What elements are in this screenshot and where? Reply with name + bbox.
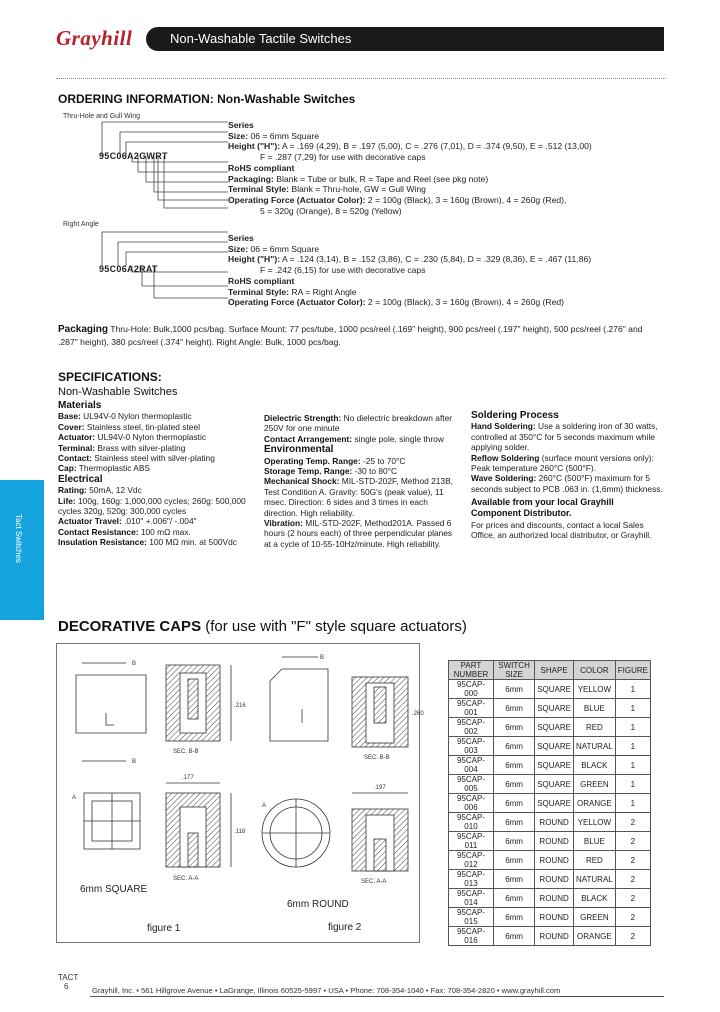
table-cell: ORANGE xyxy=(574,927,616,946)
spec-key: Size: xyxy=(228,243,249,254)
table-row xyxy=(449,813,651,832)
spec-value: No dielectric breakdown after 250V for one minute xyxy=(264,413,453,434)
table-cell: 1 xyxy=(615,756,650,775)
soldering-list xyxy=(471,421,665,494)
spec-key: Contact Arrangement: xyxy=(264,433,353,444)
fig2-caption: figure 2 xyxy=(328,922,362,933)
fig2-label: 6mm ROUND xyxy=(287,899,349,910)
spec-line xyxy=(264,434,460,444)
materials-list xyxy=(58,411,258,473)
spec-line xyxy=(228,174,592,185)
table-cell: SQUARE xyxy=(535,737,574,756)
fig1-sec-bb: SEC. B-B xyxy=(173,749,199,755)
table-cell: 2 xyxy=(615,927,650,946)
table-row xyxy=(449,870,651,889)
table-cell: 1 xyxy=(615,680,650,699)
packaging-label: Packaging xyxy=(58,324,109,335)
table-cell: NATURAL xyxy=(574,737,616,756)
spec-value: 50mA, 12 Vdc xyxy=(86,485,142,496)
spec-line xyxy=(228,163,592,174)
page-title: Non-Washable Tactile Switches xyxy=(170,31,352,46)
thru-hole-label: Thru-Hole and Gull Wing xyxy=(63,113,141,120)
spec-line xyxy=(228,287,591,298)
spec-line xyxy=(264,456,460,466)
spec-value: -25 to 70°C xyxy=(360,455,406,466)
spec-value: RA = Right Angle xyxy=(288,286,357,297)
spec-line xyxy=(264,476,460,518)
spec-line xyxy=(471,453,665,474)
spec-key: Actuator Travel: xyxy=(58,516,122,527)
table-cell: 6mm xyxy=(493,870,534,889)
spec-value: 100 MΩ min. at 500Vdc xyxy=(146,537,237,548)
fig2-dim-a: A xyxy=(262,803,267,809)
spec-value: 5 = 320g (Orange), 8 = 520g (Yellow) xyxy=(260,205,402,216)
spec-line xyxy=(58,463,258,473)
right-angle-label: Right Angle xyxy=(63,221,99,228)
table-row xyxy=(449,832,651,851)
electrical-title: Electrical xyxy=(58,473,103,485)
spec-key: Terminal Style: xyxy=(228,286,289,297)
spec-key: Series xyxy=(228,233,254,243)
table-cell: RED xyxy=(574,851,616,870)
spec-key: Wave Soldering: xyxy=(471,473,537,484)
packaging-note xyxy=(58,323,664,348)
table-cell: 6mm xyxy=(493,775,534,794)
spec-key: Life: xyxy=(58,495,76,506)
fig2-sec-aa: SEC. A-A xyxy=(361,879,387,885)
table-row xyxy=(449,756,651,775)
table-cell: 1 xyxy=(615,718,650,737)
table-cell: 6mm xyxy=(493,680,534,699)
table-row xyxy=(449,927,651,946)
spec-value: Brass with silver-plating xyxy=(95,442,186,453)
table-cell: 95CAP-000 xyxy=(449,680,494,699)
table-cell: 2 xyxy=(615,908,650,927)
table-cell: BLUE xyxy=(574,699,616,718)
table-cell: 95CAP-012 xyxy=(449,851,494,870)
spec-line xyxy=(228,152,592,163)
spec-value: 100 mΩ max. xyxy=(138,526,191,537)
spec-col-1 xyxy=(58,401,258,548)
table-cell: BLACK xyxy=(574,889,616,908)
table-cell: 95CAP-013 xyxy=(449,870,494,889)
table-row xyxy=(449,737,651,756)
table-cell: 1 xyxy=(615,699,650,718)
spec-line xyxy=(58,432,258,442)
table-cell: 2 xyxy=(615,870,650,889)
table-cell: SQUARE xyxy=(535,718,574,737)
footer-text: Grayhill, Inc. • 561 Hillgrove Avenue • LaGrange, Illinois 60525-5997 • USA • Phone: 708-354-1040 • Fax: 708-354-2820 • www.grayhill.com xyxy=(92,986,561,995)
table-cell: GREEN xyxy=(574,908,616,927)
table-cell: 95CAP-016 xyxy=(449,927,494,946)
side-tab-label: Tact Switches xyxy=(14,514,23,563)
table-cell: 6mm xyxy=(493,737,534,756)
thru-options xyxy=(228,120,592,216)
spec-key: Vibration: xyxy=(264,518,303,529)
spec-value: Blank = Tube or bulk, R = Tape and Reel (see pkg note) xyxy=(273,173,489,184)
table-cell: ROUND xyxy=(535,813,574,832)
divider xyxy=(56,78,666,79)
thru-part-bracket xyxy=(60,118,240,222)
spec-key: Actuator: xyxy=(58,432,96,443)
environmental-list xyxy=(264,456,460,550)
fig2-dim-b: B xyxy=(320,655,325,661)
spec-key: Mechanical Shock: xyxy=(264,476,340,487)
spec-key: Operating Force (Actuator Color): xyxy=(228,297,366,308)
fig1-dim-2: .216 xyxy=(234,703,246,709)
table-row xyxy=(449,699,651,718)
table-cell: 95CAP-002 xyxy=(449,718,494,737)
spec-line xyxy=(228,233,591,244)
table-cell: 6mm xyxy=(493,699,534,718)
table-cell: 1 xyxy=(615,794,650,813)
table-cell: 95CAP-010 xyxy=(449,813,494,832)
spec-key: Terminal Style: xyxy=(228,184,289,195)
spec-line xyxy=(228,131,592,142)
fig1-dim-1: .177 xyxy=(182,775,194,781)
footer-section xyxy=(58,973,78,991)
spec-line xyxy=(58,496,258,517)
spec-value: A = .124 (3,14), B = .152 (3,86), C = .230 (5,84), D = .329 (8,36), E = .467 (11,86) xyxy=(280,254,592,265)
spec-key: Operating Temp. Range: xyxy=(264,455,361,466)
caps-col-header: FIGURE xyxy=(615,661,650,680)
caps-heading-bold: DECORATIVE CAPS xyxy=(58,618,202,635)
spec-key: Series xyxy=(228,120,254,130)
spec-value: Stainless steel with silver-plating xyxy=(91,453,215,464)
table-cell: SQUARE xyxy=(535,680,574,699)
spec-line xyxy=(228,244,591,255)
table-cell: 95CAP-005 xyxy=(449,775,494,794)
cap-drawings xyxy=(56,643,424,943)
section-label: TACT xyxy=(58,973,79,982)
fig1-caption: figure 1 xyxy=(147,923,181,934)
spec-line xyxy=(58,422,258,432)
spec-col-3 xyxy=(471,411,665,541)
table-cell: SQUARE xyxy=(535,794,574,813)
table-cell: 2 xyxy=(615,832,650,851)
spec-key: RoHS compliant xyxy=(228,162,295,173)
table-cell: 6mm xyxy=(493,889,534,908)
caps-table xyxy=(448,660,651,946)
spec-line xyxy=(58,485,258,495)
table-cell: ROUND xyxy=(535,927,574,946)
spec-line xyxy=(228,206,592,217)
caps-heading xyxy=(58,618,467,635)
table-cell: ROUND xyxy=(535,889,574,908)
table-cell: 95CAP-006 xyxy=(449,794,494,813)
spec-line xyxy=(228,254,591,265)
spec-key: Size: xyxy=(228,130,249,141)
table-cell: RED xyxy=(574,718,616,737)
table-row xyxy=(449,718,651,737)
spec-line xyxy=(228,195,592,206)
table-cell: YELLOW xyxy=(574,680,616,699)
spec-key: Cover: xyxy=(58,421,85,432)
spec-key: Contact: xyxy=(58,453,92,464)
table-cell: GREEN xyxy=(574,775,616,794)
spec-key: Operating Force (Actuator Color): xyxy=(228,194,366,205)
spec-value: .010" +.006"/ -.004" xyxy=(121,516,197,527)
table-cell: NATURAL xyxy=(574,870,616,889)
table-cell: 95CAP-015 xyxy=(449,908,494,927)
spec-key: Hand Soldering: xyxy=(471,421,536,432)
packaging-text: Thru-Hole: Bulk,1000 pcs/bag. Surface Mount: 77 pcs/tube, 1000 pcs/reel (.169" height), 900 pcs/reel (.197" height), 500 pcs/reel (.276" and .287" height), 380 pcs/reel (.374" height). Right Angle: Bulk, 1000 pcs/bag. xyxy=(58,324,643,347)
right-part-number: 95C06A2RAT xyxy=(99,264,158,274)
table-cell: 1 xyxy=(615,775,650,794)
spec-value: A = .169 (4,29), B = .197 (5,00), C = .276 (7,01), D = .374 (9,50), E = .512 (13,00) xyxy=(280,141,592,152)
spec-key: Height ("H"): xyxy=(228,254,281,265)
table-row xyxy=(449,794,651,813)
spec-key: Contact Resistance: xyxy=(58,526,139,537)
table-cell: 2 xyxy=(615,889,650,908)
right-options xyxy=(228,233,591,308)
specs-heading: SPECIFICATIONS: xyxy=(58,370,162,384)
table-cell: 6mm xyxy=(493,851,534,870)
spec-key: Reflow Soldering xyxy=(471,452,540,463)
table-row xyxy=(449,680,651,699)
table-row xyxy=(449,775,651,794)
table-row xyxy=(449,851,651,870)
spec-key: Cap: xyxy=(58,463,77,474)
spec-value: Blank = Thru-hole, GW = Gull Wing xyxy=(288,184,426,195)
spec-key: Packaging: xyxy=(228,173,274,184)
spec-line xyxy=(228,141,592,152)
spec-line xyxy=(58,453,258,463)
spec-line xyxy=(471,421,665,452)
caps-col-header: SHAPE xyxy=(535,661,574,680)
page-number: 6 xyxy=(64,982,69,991)
spec-line xyxy=(228,276,591,287)
materials-title: Materials xyxy=(58,400,102,411)
spec-value: F = .287 (7,29) for use with decorative caps xyxy=(260,152,426,163)
fig1-dim-b2: B xyxy=(132,759,137,765)
table-cell: ROUND xyxy=(535,851,574,870)
table-cell: 6mm xyxy=(493,794,534,813)
spec-line xyxy=(58,537,258,547)
fig2-dim-2: .260 xyxy=(412,711,424,717)
table-row xyxy=(449,889,651,908)
title-bar xyxy=(146,27,664,51)
fig1-dim-3: .118 xyxy=(234,829,246,835)
spec-line xyxy=(228,120,592,131)
spec-value: Thermoplastic ABS xyxy=(76,463,151,474)
table-cell: BLUE xyxy=(574,832,616,851)
table-cell: 2 xyxy=(615,851,650,870)
soldering-title: Soldering Process xyxy=(471,410,559,421)
table-cell: 95CAP-003 xyxy=(449,737,494,756)
spec-line xyxy=(264,518,460,549)
table-row xyxy=(449,908,651,927)
thru-part-number: 95C06A2GWRT xyxy=(99,151,168,161)
spec-line xyxy=(58,516,258,526)
table-cell: 95CAP-014 xyxy=(449,889,494,908)
spec-value: F = .242 (6,15) for use with decorative caps xyxy=(260,265,426,276)
spec-value: (surface mount versions only): Peak temperature 260°C (500°F). xyxy=(471,452,654,474)
table-cell: 6mm xyxy=(493,718,534,737)
ordering-heading: ORDERING INFORMATION: Non-Washable Switches xyxy=(58,92,356,106)
spec-line xyxy=(228,265,591,276)
table-cell: 95CAP-011 xyxy=(449,832,494,851)
spec-line xyxy=(58,527,258,537)
table-cell: 2 xyxy=(615,813,650,832)
spec-value: MIL-STD-202F, Method 213B, Test Condition A. Gravity: 50G's (peak value), 11 msec. Direction: 6 sides and 3 times in each direction. High reliability. xyxy=(264,476,453,518)
caps-col-header: PART NUMBER xyxy=(449,661,494,680)
spec-value: MIL-STD-202F, Method201A. Passed 6 hours (2 hours each) of three perpendicular planes at a cycle of 10-55-10Hz/minute. High reliability. xyxy=(264,518,453,549)
spec-line xyxy=(264,413,460,434)
footer-rule xyxy=(90,996,664,997)
spec-value: 2 = 100g (Black), 3 = 160g (Brown), 4 = 260g (Red) xyxy=(365,297,564,308)
spec-value: 06 = 6mm Square xyxy=(248,130,319,141)
fig1-label: 6mm SQUARE xyxy=(80,884,148,895)
table-cell: 95CAP-004 xyxy=(449,756,494,775)
spec-value: 06 = 6mm Square xyxy=(248,243,319,254)
table-cell: ROUND xyxy=(535,832,574,851)
table-cell: 6mm xyxy=(493,908,534,927)
spec-value: UL94V-0 Nylon thermoplastic xyxy=(80,411,192,422)
table-cell: 6mm xyxy=(493,832,534,851)
spec-value: 100g, 160g: 1,000,000 cycles; 260g: 500,000 cycles 320g, 520g: 300,000 cycles xyxy=(58,495,246,517)
caps-col-header: SWITCH SIZE xyxy=(493,661,534,680)
caps-col-header: COLOR xyxy=(574,661,616,680)
side-tab xyxy=(0,480,44,620)
spec-value: Stainless steel, tin-plated steel xyxy=(84,421,200,432)
fig1-dim-b: B xyxy=(132,661,137,667)
spec-value: 2 = 100g (Black), 3 = 160g (Brown), 4 = 260g (Red), xyxy=(365,194,567,205)
table-cell: YELLOW xyxy=(574,813,616,832)
spec-value: single pole, single throw xyxy=(352,433,444,444)
spec-key: Terminal: xyxy=(58,442,96,453)
spec-line xyxy=(264,466,460,476)
fig1-sec-aa: SEC. A-A xyxy=(173,876,199,882)
spec-value: UL94V-0 Nylon thermoplastic xyxy=(95,432,207,443)
table-cell: ROUND xyxy=(535,908,574,927)
table-cell: 95CAP-001 xyxy=(449,699,494,718)
fig1-dim-a: A xyxy=(72,795,77,801)
availability-text: For prices and discounts, contact a local Sales Office, an authorized local distributor, or Grayhill. xyxy=(471,520,652,541)
table-cell: 6mm xyxy=(493,927,534,946)
spec-key: RoHS compliant xyxy=(228,275,295,286)
spec-line xyxy=(228,184,592,195)
table-cell: BLACK xyxy=(574,756,616,775)
spec-value: -30 to 80°C xyxy=(352,466,398,477)
spec-key: Base: xyxy=(58,411,81,422)
spec-value: Use a soldering iron of 30 watts, controlled at 350°C for 5 seconds maximum while applying solder. xyxy=(471,421,658,453)
table-cell: 1 xyxy=(615,737,650,756)
spec-col-2 xyxy=(264,413,460,549)
spec-line xyxy=(228,297,591,308)
spec-key: Height ("H"): xyxy=(228,141,281,152)
spec-key: Dielectric Strength: xyxy=(264,413,342,423)
table-cell: ORANGE xyxy=(574,794,616,813)
spec-key: Rating: xyxy=(58,485,87,496)
table-cell: ROUND xyxy=(535,870,574,889)
specs-subheading: Non-Washable Switches xyxy=(58,386,178,398)
spec-key: Storage Temp. Range: xyxy=(264,466,353,477)
grayhill-logo: Grayhill xyxy=(56,26,133,50)
fig2-sec-bb: SEC. B-B xyxy=(364,755,390,761)
dielectric-list xyxy=(264,413,460,444)
environmental-title: Environmental xyxy=(264,444,334,456)
table-cell: SQUARE xyxy=(535,756,574,775)
fig2-dim-1: .197 xyxy=(374,785,386,791)
spec-value: 260°C (500°F) maximum for 5 seconds subject to PCB .063 in. (1,6mm) thickness. xyxy=(471,473,663,494)
spec-key: Insulation Resistance: xyxy=(58,537,147,548)
table-cell: SQUARE xyxy=(535,699,574,718)
availability-title: Available from your local Grayhill Component Distributor. xyxy=(471,497,614,518)
spec-line xyxy=(58,411,258,421)
spec-line xyxy=(471,473,665,494)
electrical-list xyxy=(58,485,258,547)
table-cell: 6mm xyxy=(493,756,534,775)
table-cell: SQUARE xyxy=(535,775,574,794)
caps-heading-rest: (for use with "F" style square actuators) xyxy=(201,618,467,635)
table-cell: 6mm xyxy=(493,813,534,832)
spec-line xyxy=(58,443,258,453)
